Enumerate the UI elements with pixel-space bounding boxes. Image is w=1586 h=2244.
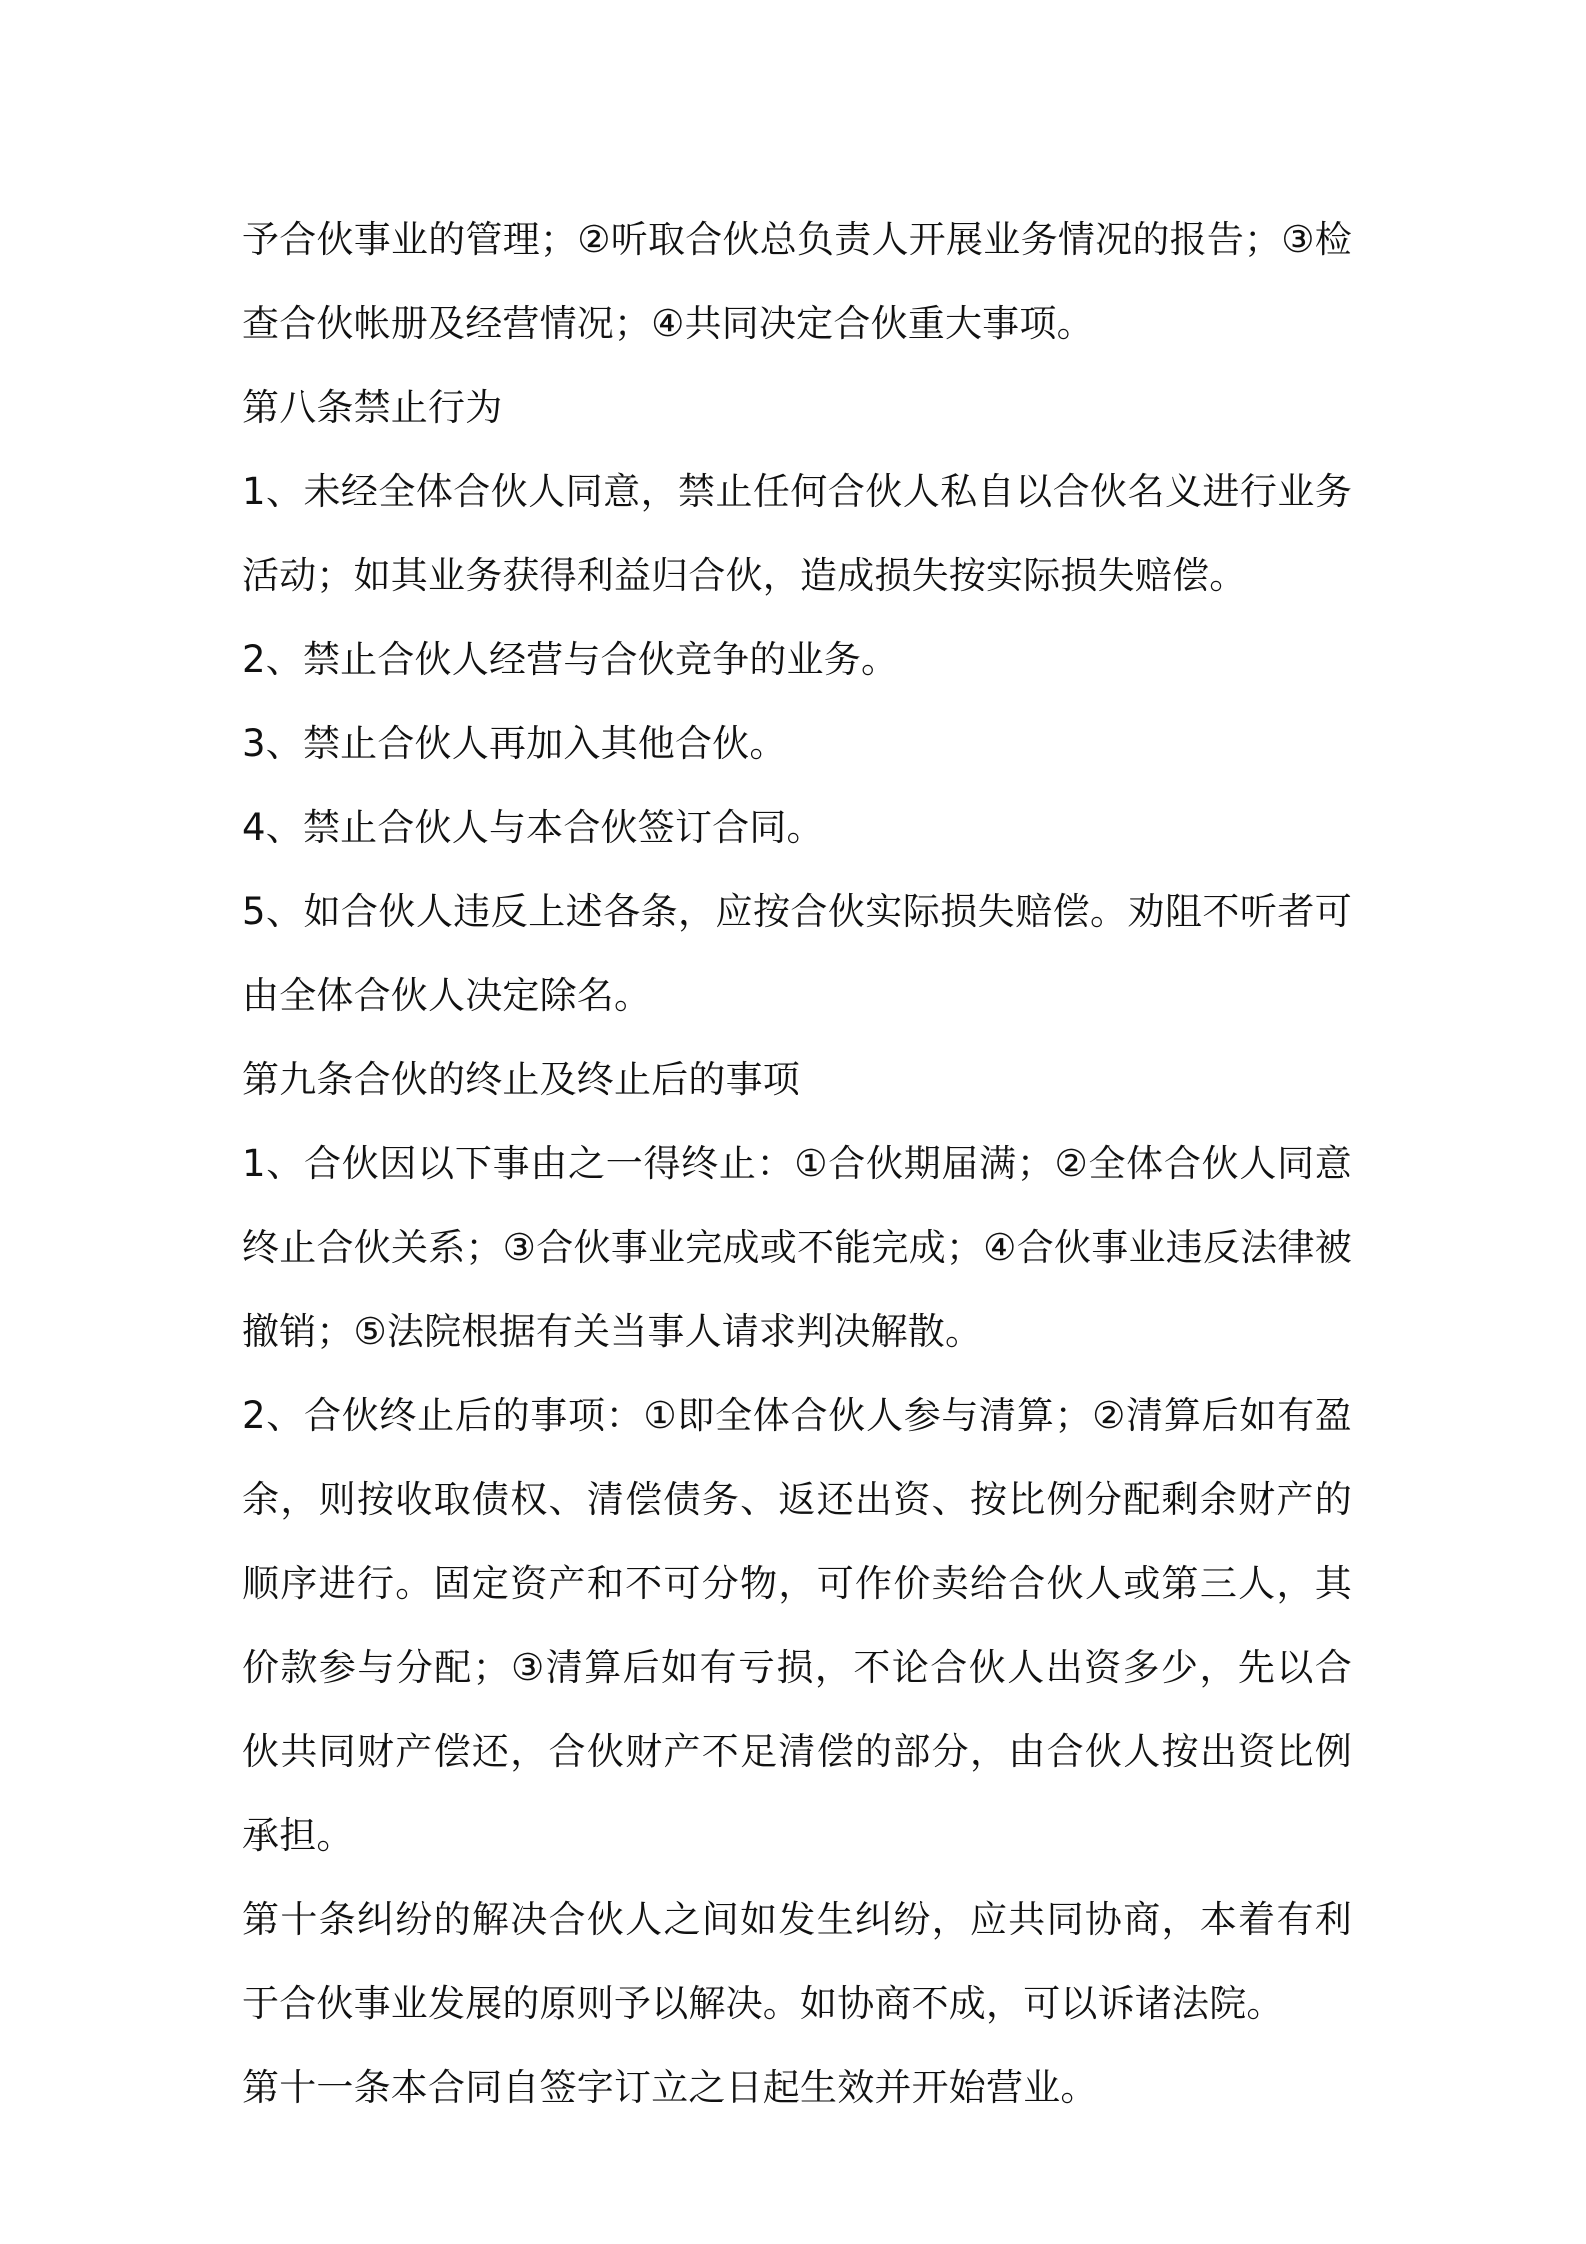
list-item-8-1: 1、未经全体合伙人同意，禁止任何合伙人私自以合伙名义进行业务活动；如其业务获得利益归合伙，造成损失按实际损失赔偿。 [242, 470, 1352, 597]
list-item-8-5: 5、如合伙人违反上述各条，应按合伙实际损失赔偿。劝阻不听者可由全体合伙人决定除名。 [242, 890, 1352, 1017]
list-item-9-2: 2、合伙终止后的事项：①即全体合伙人参与清算；②清算后如有盈余，则按收取债权、清偿债务、返还出资、按比例分配剩余财产的顺序进行。固定资产和不可分物，可作价卖给合伙人或第三人，其价款参与分配；③清算后如有亏损，不论合伙人出资多少，先以合伙共同财产偿还，合伙财产不足清偿的部分，由合伙人按出资比例承担。 [242, 1394, 1352, 1857]
list-item-8-3: 3、禁止合伙人再加入其他合伙。 [242, 722, 787, 765]
section-heading-article-8: 第八条禁止行为 [242, 386, 503, 429]
list-item-8-4: 4、禁止合伙人与本合伙签订合同。 [242, 806, 824, 849]
list-item-9-1: 1、合伙因以下事由之一得终止：①合伙期届满；②全体合伙人同意终止合伙关系；③合伙事业完成或不能完成；④合伙事业违反法律被撤销；⑤法院根据有关当事人请求判决解散。 [242, 1142, 1352, 1353]
article-10-paragraph: 第十条纠纷的解决合伙人之间如发生纠纷，应共同协商，本着有利于合伙事业发展的原则予以解决。如协商不成，可以诉诸法院。 [242, 1898, 1352, 2025]
list-item-8-2: 2、禁止合伙人经营与合伙竞争的业务。 [242, 638, 899, 681]
document-body [242, 198, 1352, 2130]
paragraph-continuation: 予合伙事业的管理；②听取合伙总负责人开展业务情况的报告；③检查合伙帐册及经营情况；④共同决定合伙重大事项。 [242, 218, 1352, 345]
section-heading-article-9: 第九条合伙的终止及终止后的事项 [242, 1058, 800, 1101]
article-11-paragraph: 第十一条本合同自签字订立之日起生效并开始营业。 [242, 2066, 1098, 2109]
